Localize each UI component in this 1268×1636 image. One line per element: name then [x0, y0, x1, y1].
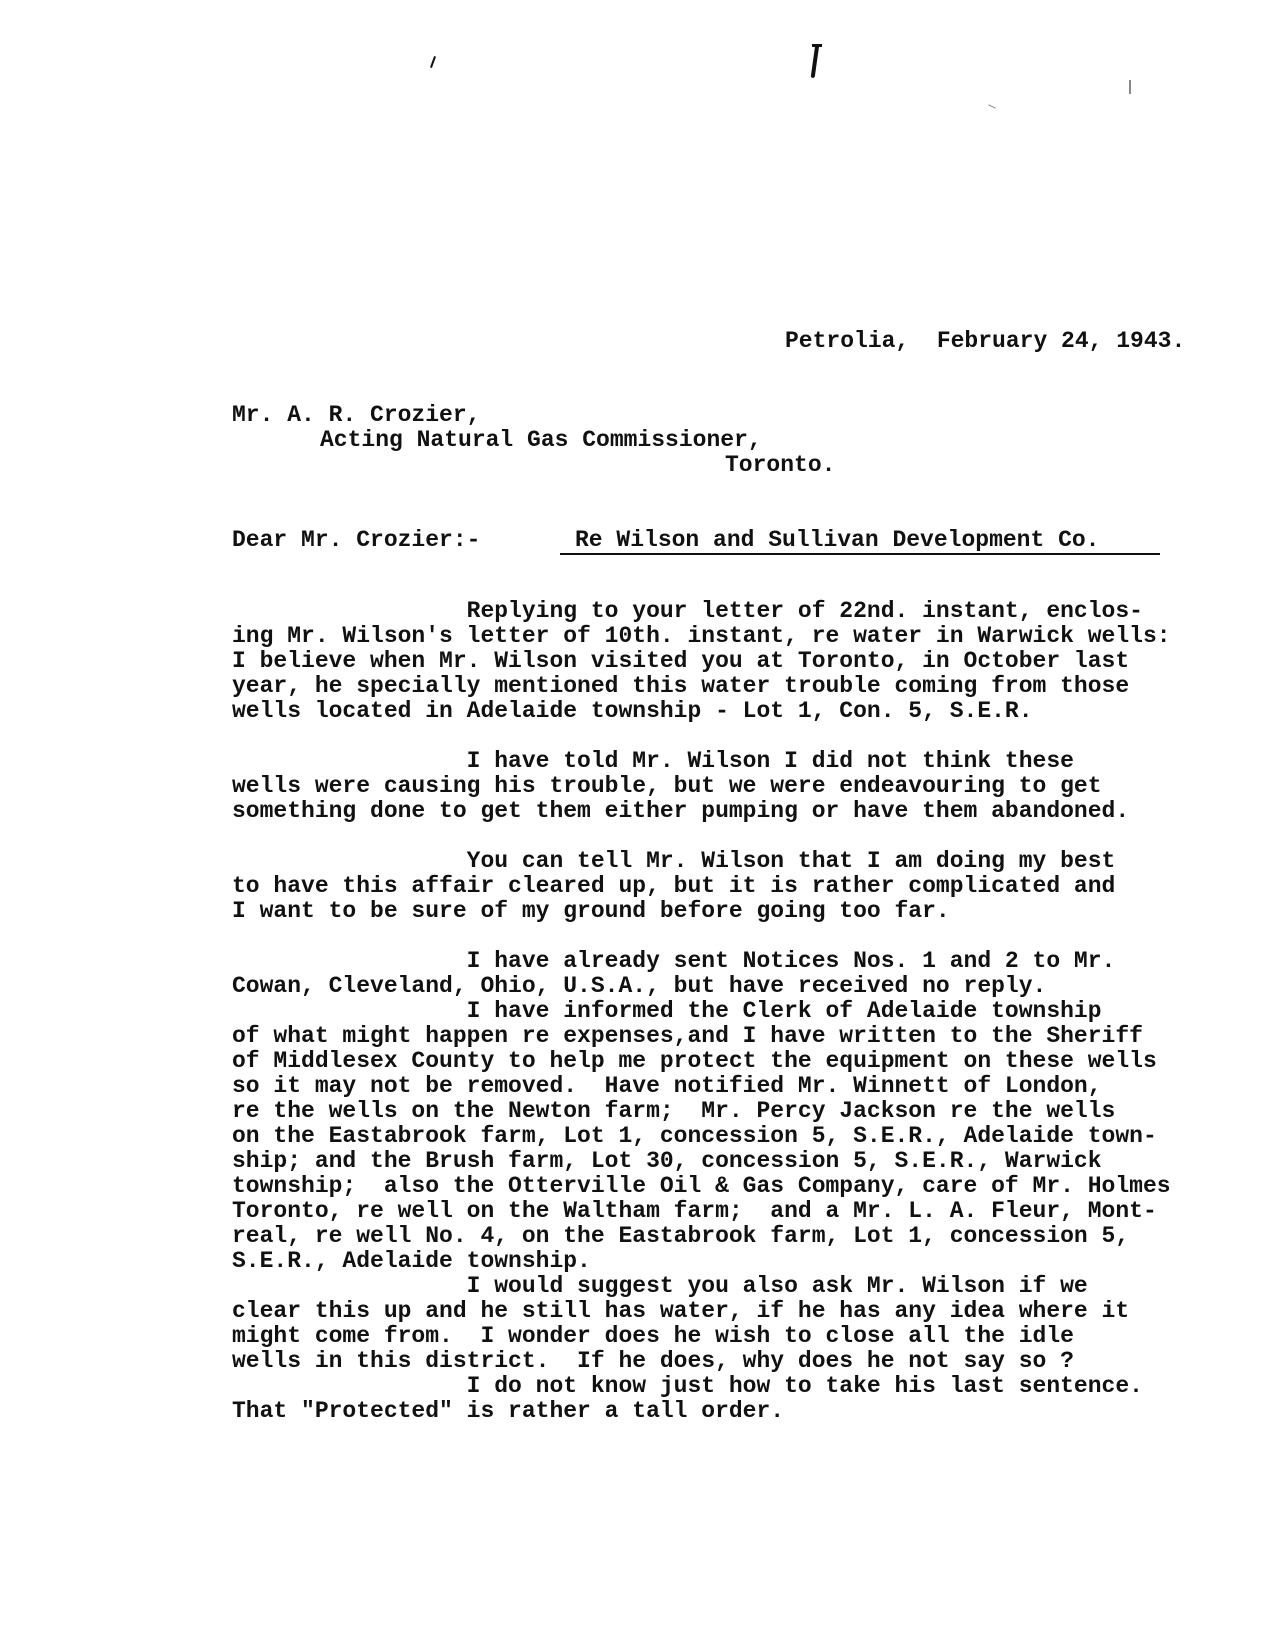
body-line: I would suggest you also ask Mr. Wilson if we — [232, 1273, 1088, 1299]
body-line: I believe when Mr. Wilson visited you at Toronto, in October last — [232, 648, 1130, 674]
addressee-city: Toronto. — [725, 452, 836, 478]
body-line: Toronto, re well on the Waltham farm; and a Mr. L. A. Fleur, Mont- — [232, 1198, 1157, 1224]
body-line: might come from. I wonder does he wish to close all the idle — [232, 1323, 1074, 1349]
body-line: You can tell Mr. Wilson that I am doing my best — [232, 848, 1116, 874]
addressee-title: Acting Natural Gas Commissioner, — [320, 427, 762, 453]
body-line: I have already sent Notices Nos. 1 and 2 to Mr. — [232, 948, 1116, 974]
body-line: ship; and the Brush farm, Lot 30, concession 5, S.E.R., Warwick — [232, 1148, 1102, 1174]
subject-line: Re Wilson and Sullivan Development Co. — [575, 527, 1100, 553]
body-line: I want to be sure of my ground before going too far. — [232, 898, 950, 924]
subject-underline — [560, 553, 1160, 555]
body-line: on the Eastabrook farm, Lot 1, concession 5, S.E.R., Adelaide town- — [232, 1123, 1157, 1149]
body-line: I have informed the Clerk of Adelaide township — [232, 998, 1102, 1024]
body-line: of Middlesex County to help me protect the equipment on these wells — [232, 1048, 1157, 1074]
body-line: wells in this district. If he does, why does he not say so ? — [232, 1348, 1074, 1374]
salutation: Dear Mr. Crozier:- — [232, 527, 481, 553]
body-line: re the wells on the Newton farm; Mr. Percy Jackson re the wells — [232, 1098, 1116, 1124]
body-line: wells were causing his trouble, but we were endeavouring to get — [232, 773, 1102, 799]
body-line: ing Mr. Wilson's letter of 10th. instant, re water in Warwick wells: — [232, 623, 1171, 649]
body-line: of what might happen re expenses,and I have written to the Sheriff — [232, 1023, 1143, 1049]
stray-mark — [811, 44, 820, 78]
body-line: I do not know just how to take his last sentence. — [232, 1373, 1143, 1399]
stray-mark — [812, 44, 822, 47]
letter-date: Petrolia, February 24, 1943. — [785, 328, 1186, 354]
stray-mark — [430, 56, 436, 68]
body-line: so it may not be removed. Have notified Mr. Winnett of London, — [232, 1073, 1102, 1099]
body-line: township; also the Otterville Oil & Gas Company, care of Mr. Holmes — [232, 1173, 1171, 1199]
body-line: S.E.R., Adelaide township. — [232, 1248, 591, 1274]
body-line: to have this affair cleared up, but it is rather complicated and — [232, 873, 1116, 899]
body-line: I have told Mr. Wilson I did not think these — [232, 748, 1074, 774]
stray-mark — [988, 104, 996, 108]
body-line: year, he specially mentioned this water trouble coming from those — [232, 673, 1130, 699]
body-line: That "Protected" is rather a tall order. — [232, 1398, 785, 1424]
body-line: Replying to your letter of 22nd. instant, enclos- — [232, 598, 1143, 624]
addressee-name: Mr. A. R. Crozier, — [232, 402, 481, 428]
body-line: real, re well No. 4, on the Eastabrook farm, Lot 1, concession 5, — [232, 1223, 1130, 1249]
body-line: clear this up and he still has water, if he has any idea where it — [232, 1298, 1130, 1324]
body-line: wells located in Adelaide township - Lot 1, Con. 5, S.E.R. — [232, 698, 1033, 724]
stray-mark — [1129, 80, 1131, 94]
body-line: something done to get them either pumping or have them abandoned. — [232, 798, 1130, 824]
body-line: Cowan, Cleveland, Ohio, U.S.A., but have received no reply. — [232, 973, 1047, 999]
